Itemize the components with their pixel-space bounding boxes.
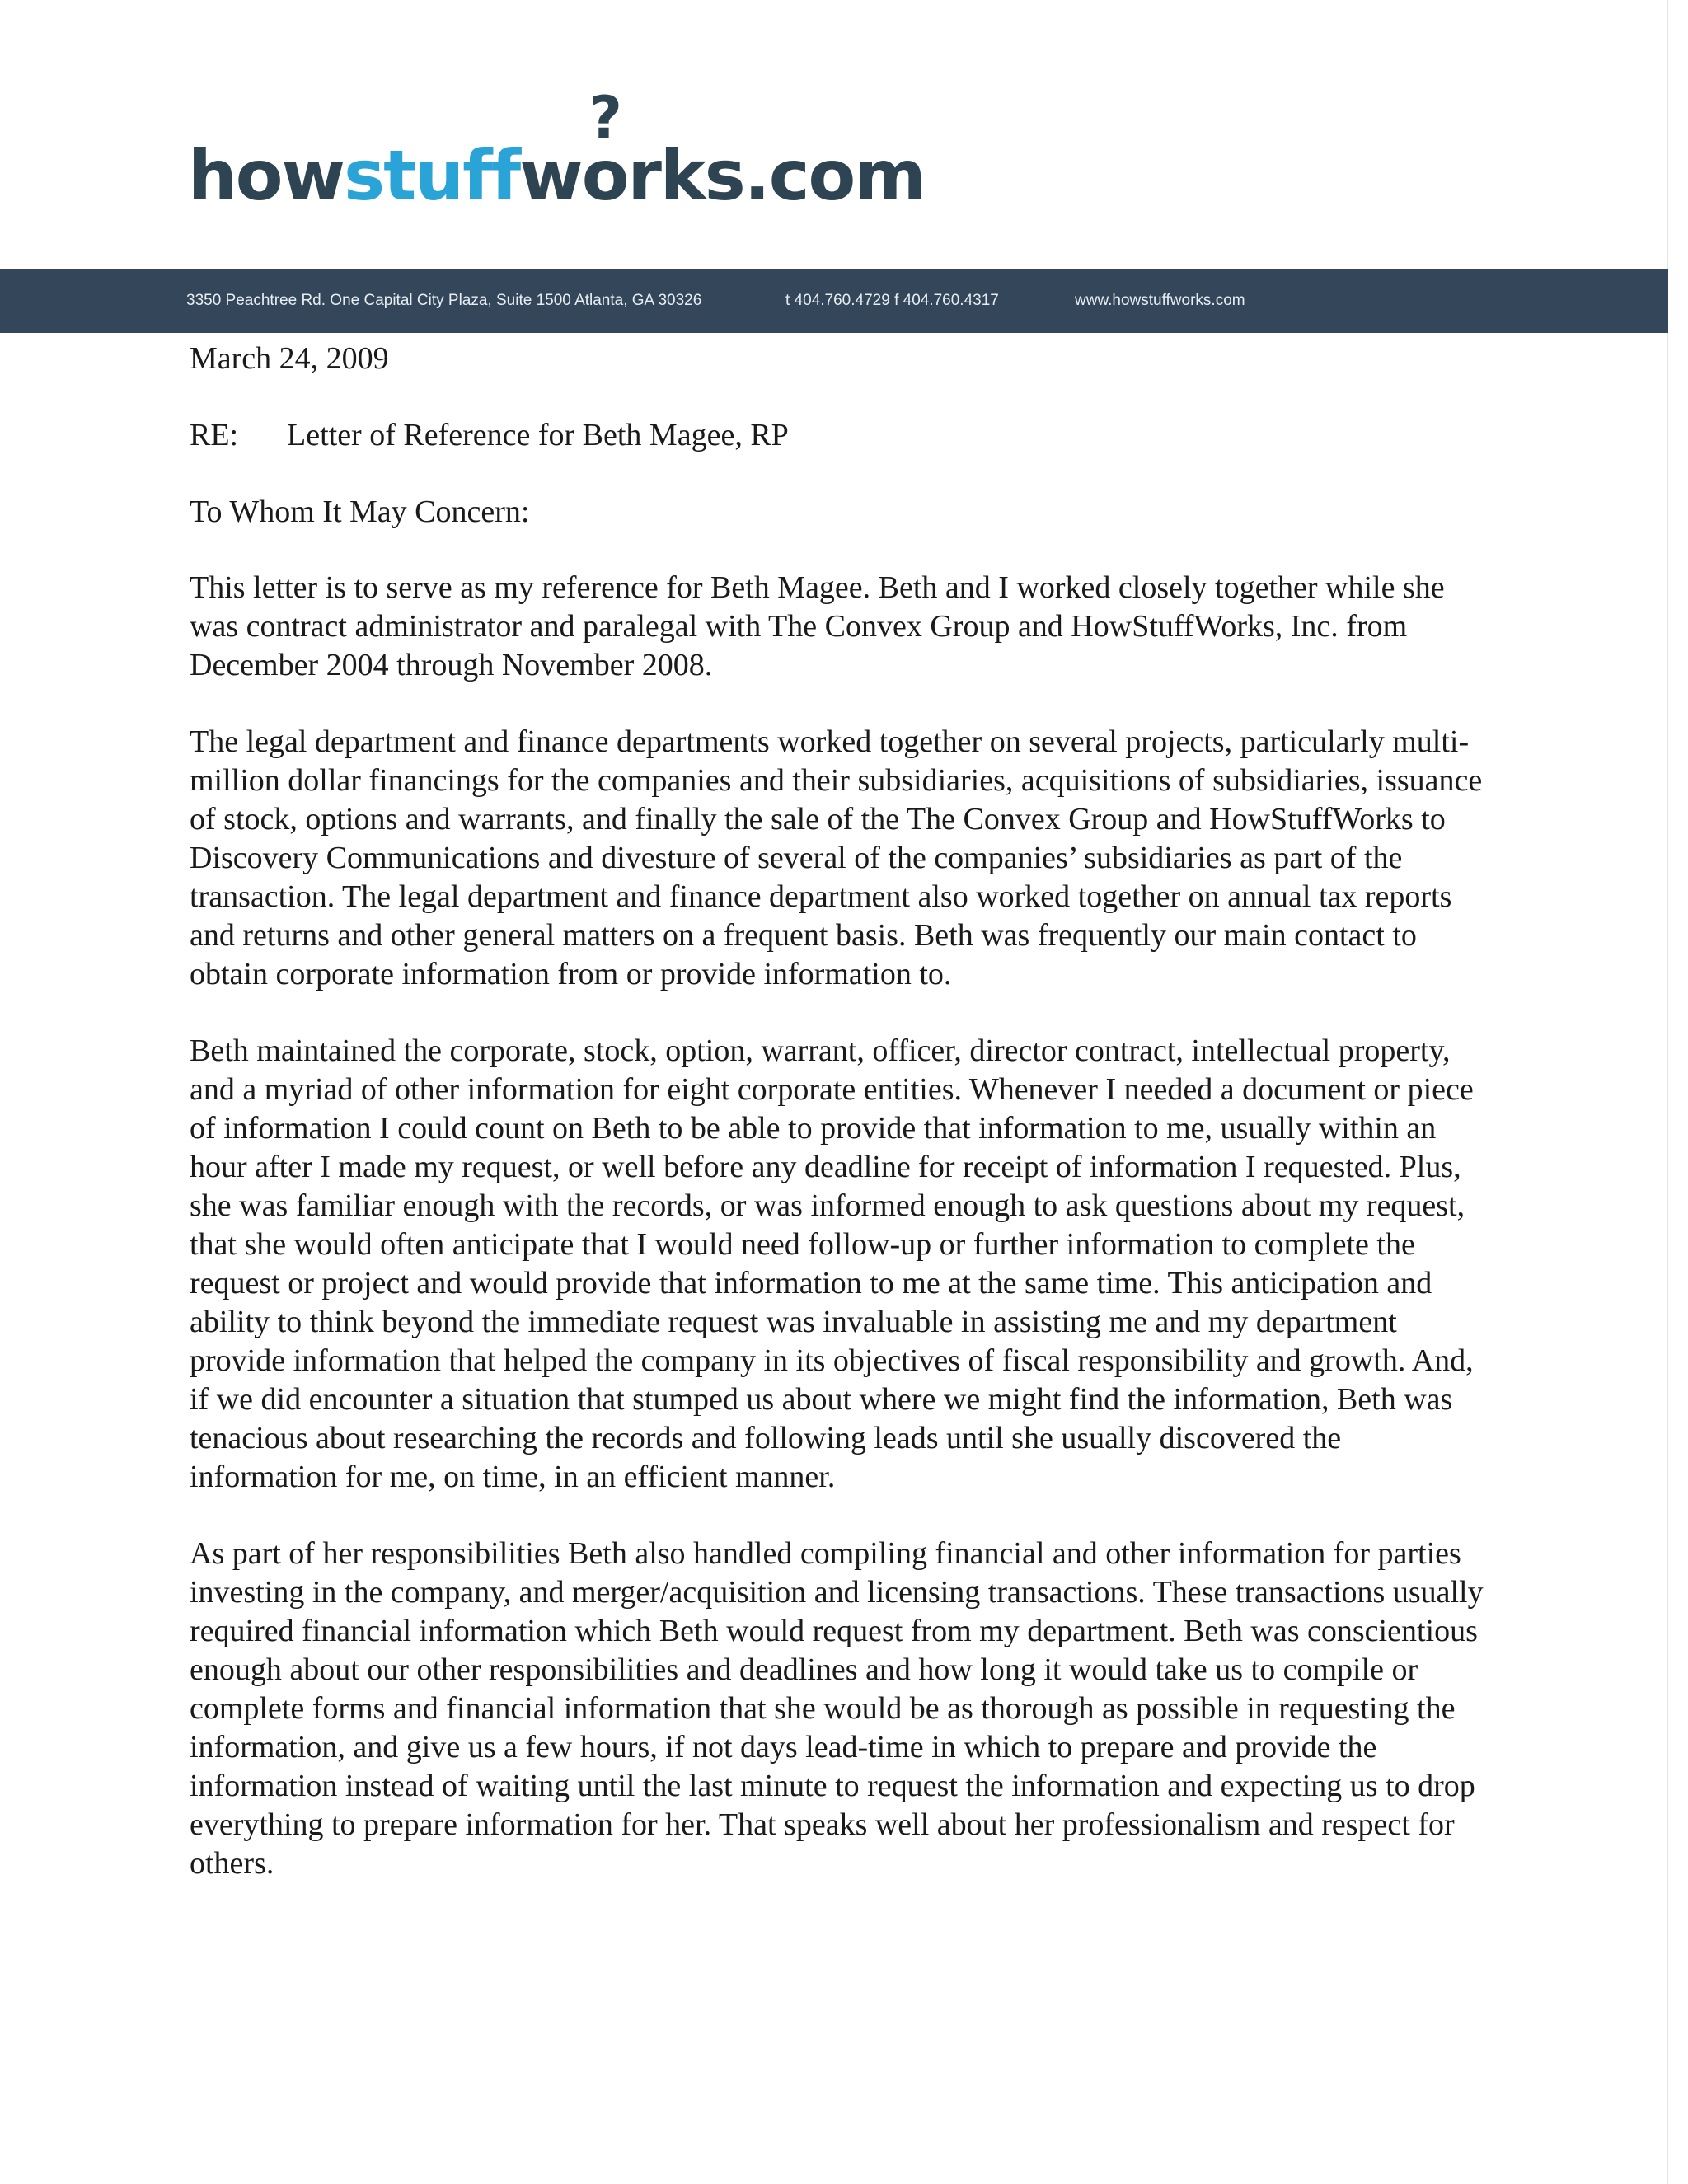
company-phone-fax: t 404.760.4729 f 404.760.4317 (785, 292, 999, 309)
logo-part-rks: rks.com (627, 135, 925, 216)
logo-part-w: w (519, 135, 582, 216)
re-label: RE: (190, 418, 239, 452)
letterhead-contact-bar (0, 269, 1668, 333)
letter-body (190, 340, 1493, 1921)
company-website: www.howstuffworks.com (1075, 292, 1245, 309)
paragraph-2: The legal department and finance departments worked together on several projects, particularly multi-million dollar financings for the companies and their subsidiaries, acquisitions of subsidiaries, issuance of stock, options and warrants, and finally the sale of the The Convex Group and HowStuffWorks to Discovery Communications and divesture of several of the companies’ subsidiaries as part of the transaction. The legal department and finance department also worked together on annual tax reports and returns and other general matters on a frequent basis. Beth was frequently our main contact to obtain corporate information from or provide information to. (190, 724, 1483, 991)
logo-question-mark-icon: ? (588, 84, 621, 152)
salutation: To Whom It May Concern: (190, 494, 530, 529)
company-address: 3350 Peachtree Rd. One Capital City Plaza, Suite 1500 Atlanta, GA 30326 (186, 292, 702, 309)
paragraph-4: As part of her responsibilities Beth also handled compiling financial and other information for parties investing in the company, and merger/acquisition and licensing transactions. These transactions usually required financial information which Beth would request from my department. Beth was conscientious enough about our other responsibilities and deadlines and how long it would take us to compile or complete forms and financial information that she would be as thorough as possible in requesting the information, and give us a few hours, if not days lead-time in which to prepare and provide the information instead of waiting until the last minute to request the information and expecting us to drop everything to prepare information for her. That speaks well about her professionalism and respect for others. (190, 1536, 1484, 1881)
paragraph-1: This letter is to serve as my reference for Beth Magee. Beth and I worked closely together while she was contract administrator and paralegal with The Convex Group and HowStuffWorks, Inc. from December 2004 through November 2008. (190, 570, 1445, 682)
paragraph-3: Beth maintained the corporate, stock, option, warrant, officer, director contract, intellectual property, and a myriad of other information for eight corporate entities. Whenever I needed a document or piece of information I could count on Beth to be able to provide that information to me, usually within an hour after I made my request, or well before any deadline for receipt of information I requested. Plus, she was familiar enough with the records, or was informed enough to ask questions about my request, that she would often anticipate that I would need follow-up or further information to complete the request or project and would provide that information to me at the same time. This anticipation and ability to think beyond the immediate request was invaluable in assisting me and my department provide information that helped the company in its objectives of fiscal responsibility and growth. And, if we did encounter a situation that stumped us about where we might find the information, Beth was tenacious about researching the records and following leads until she usually discovered the information for me, on time, in an efficient manner. (190, 1033, 1474, 1494)
logo-part-stuff: stuff (344, 135, 520, 216)
re-subject: Letter of Reference for Beth Magee, RP (287, 418, 789, 452)
re-line (190, 416, 1493, 455)
howstuffworks-logo (188, 84, 925, 229)
logo-part-o: o (581, 135, 628, 216)
logo-part-how: how (188, 135, 345, 216)
logo-o-with-question (581, 84, 628, 229)
letter-date: March 24, 2009 (190, 341, 389, 376)
